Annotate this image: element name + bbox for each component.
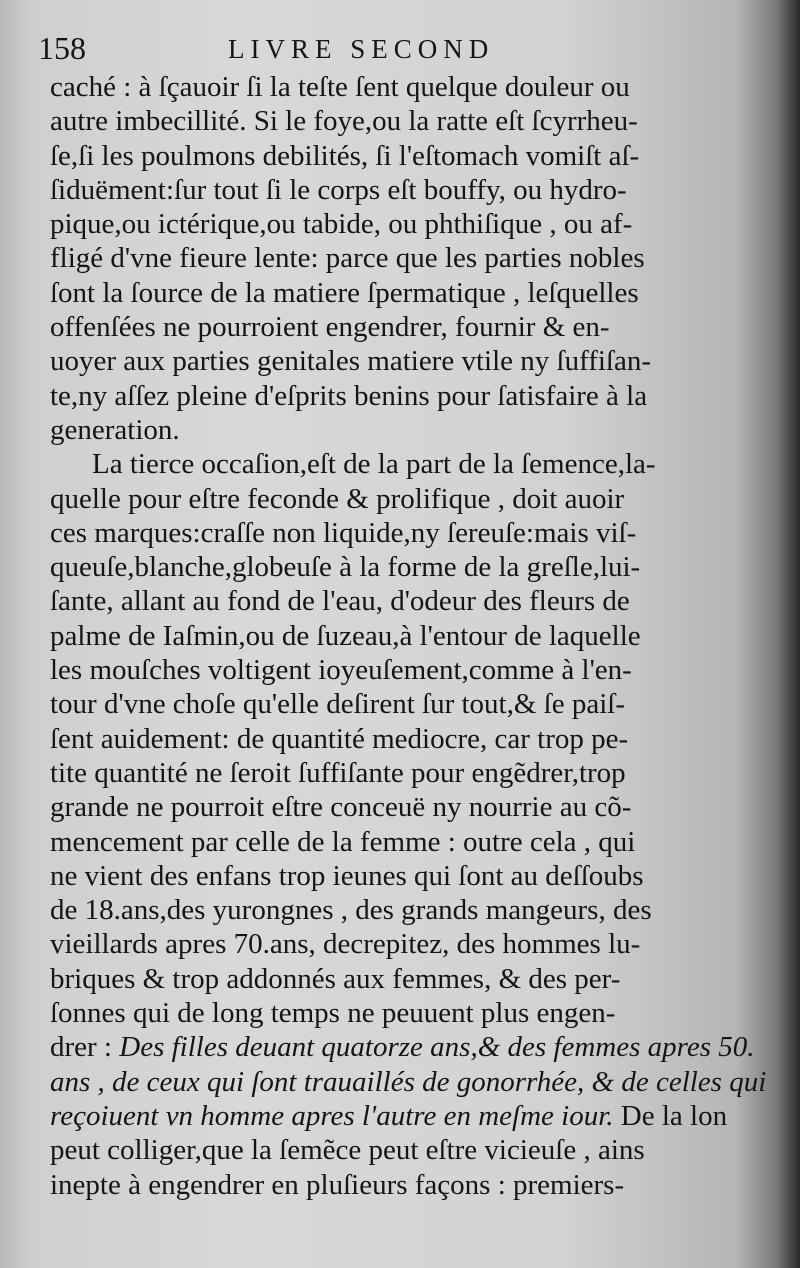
text-line: ſonnes qui de long temps ne peuuent plus engen-: [50, 997, 616, 1030]
text-line: ſe,ſi les poulmons debilités, ſi l'eſtomach vomiſt aſ-: [50, 139, 640, 172]
mixed-text-line: [50, 1099, 770, 1133]
mixed-text-line: [50, 1065, 770, 1099]
text-line: de 18.ans,des yurongnes , des grands mangeurs, des: [50, 894, 652, 927]
text-line: caché : à ſçauoir ſi la teſte ſent quelque douleur ou: [50, 71, 630, 103]
italic-text: ans , de ceux qui ſont trauaillés de gonorrhée, & de celles qui: [50, 1065, 767, 1098]
text-line: ſiduëment:ſur tout ſi le corps eſt bouffy, ou hydro-: [50, 173, 627, 206]
roman-text: drer :: [50, 1031, 120, 1064]
text-line: autre imbecillité. Si le foye,ou la ratte eſt ſcyrrheu-: [50, 105, 638, 138]
text-line: offenſées ne pourroient engendrer, fournir & en-: [50, 311, 610, 344]
text-line: pique,ou ictérique,ou tabide, ou phthiſique , ou af-: [50, 208, 633, 241]
body-text: [50, 70, 770, 1202]
text-line: vieillards apres 70.ans, decrepitez, des hommes lu-: [50, 928, 641, 961]
text-line: ne vient des enfans trop ieunes qui ſont au deſſoubs: [50, 859, 644, 892]
text-line: peut colliger,que la ſemẽce peut eſtre vicieuſe , ains: [50, 1134, 645, 1167]
text-line: les mouſches voltigent ioyeuſement,comme à l'en-: [50, 654, 632, 687]
text-line: briques & trop addonnés aux femmes, & des per-: [50, 962, 621, 995]
text-line: uoyer aux parties genitales matiere vtile ny ſuffiſan-: [50, 345, 651, 378]
text-line: grande ne pourroit eſtre conceuë ny nourrie au cõ-: [50, 791, 632, 824]
text-line: fligé d'vne fieure lente: parce que les parties nobles: [50, 242, 645, 275]
text-line: tour d'vne choſe qu'elle deſirent ſur tout,& ſe paiſ-: [50, 688, 625, 721]
text-line: ces marques:craſſe non liquide,ny ſereuſe:mais viſ-: [50, 516, 637, 549]
italic-text: reçoiuent vn homme apres l'autre en meſme iour.: [50, 1099, 614, 1132]
text-line: quelle pour eſtre feconde & prolifique , doit auoir: [50, 482, 625, 515]
text-line: generation.: [50, 413, 180, 446]
text-line: inepte à engendrer en pluſieurs façons : premiers-: [50, 1168, 625, 1201]
text-line: ſante, allant au fond de l'eau, d'odeur des fleurs de: [50, 585, 630, 618]
running-title: LIVRE SECOND: [228, 34, 495, 64]
page-header: [38, 30, 738, 70]
text-line: mencement par celle de la femme : outre cela , qui: [50, 825, 636, 858]
text-line: ſont la ſource de la matiere ſpermatique , leſquelles: [50, 276, 639, 309]
italic-text: Des filles deuant quatorze ans,& des femmes apres 50.: [119, 1031, 755, 1064]
text-line: palme de Iaſmin,ou de ſuzeau,à l'entour de laquelle: [50, 619, 641, 652]
page-number: 158: [38, 30, 86, 66]
text-line: ſent auidement: de quantité mediocre, car trop pe-: [50, 722, 629, 755]
text-line: te,ny aſſez pleine d'eſprits benins pour ſatisfaire à la: [50, 379, 648, 412]
paragraph-start-line: La tierce occaſion,eſt de la part de la ſemence,la-: [92, 448, 656, 481]
text-line: tite quantité ne ſeroit ſuffiſante pour engẽdrer,trop: [50, 756, 626, 789]
text-line: queuſe,blanche,globeuſe à la forme de la greſle,lui-: [50, 551, 641, 584]
mixed-text-line: [50, 1030, 770, 1064]
roman-text: De la lon: [613, 1099, 728, 1132]
